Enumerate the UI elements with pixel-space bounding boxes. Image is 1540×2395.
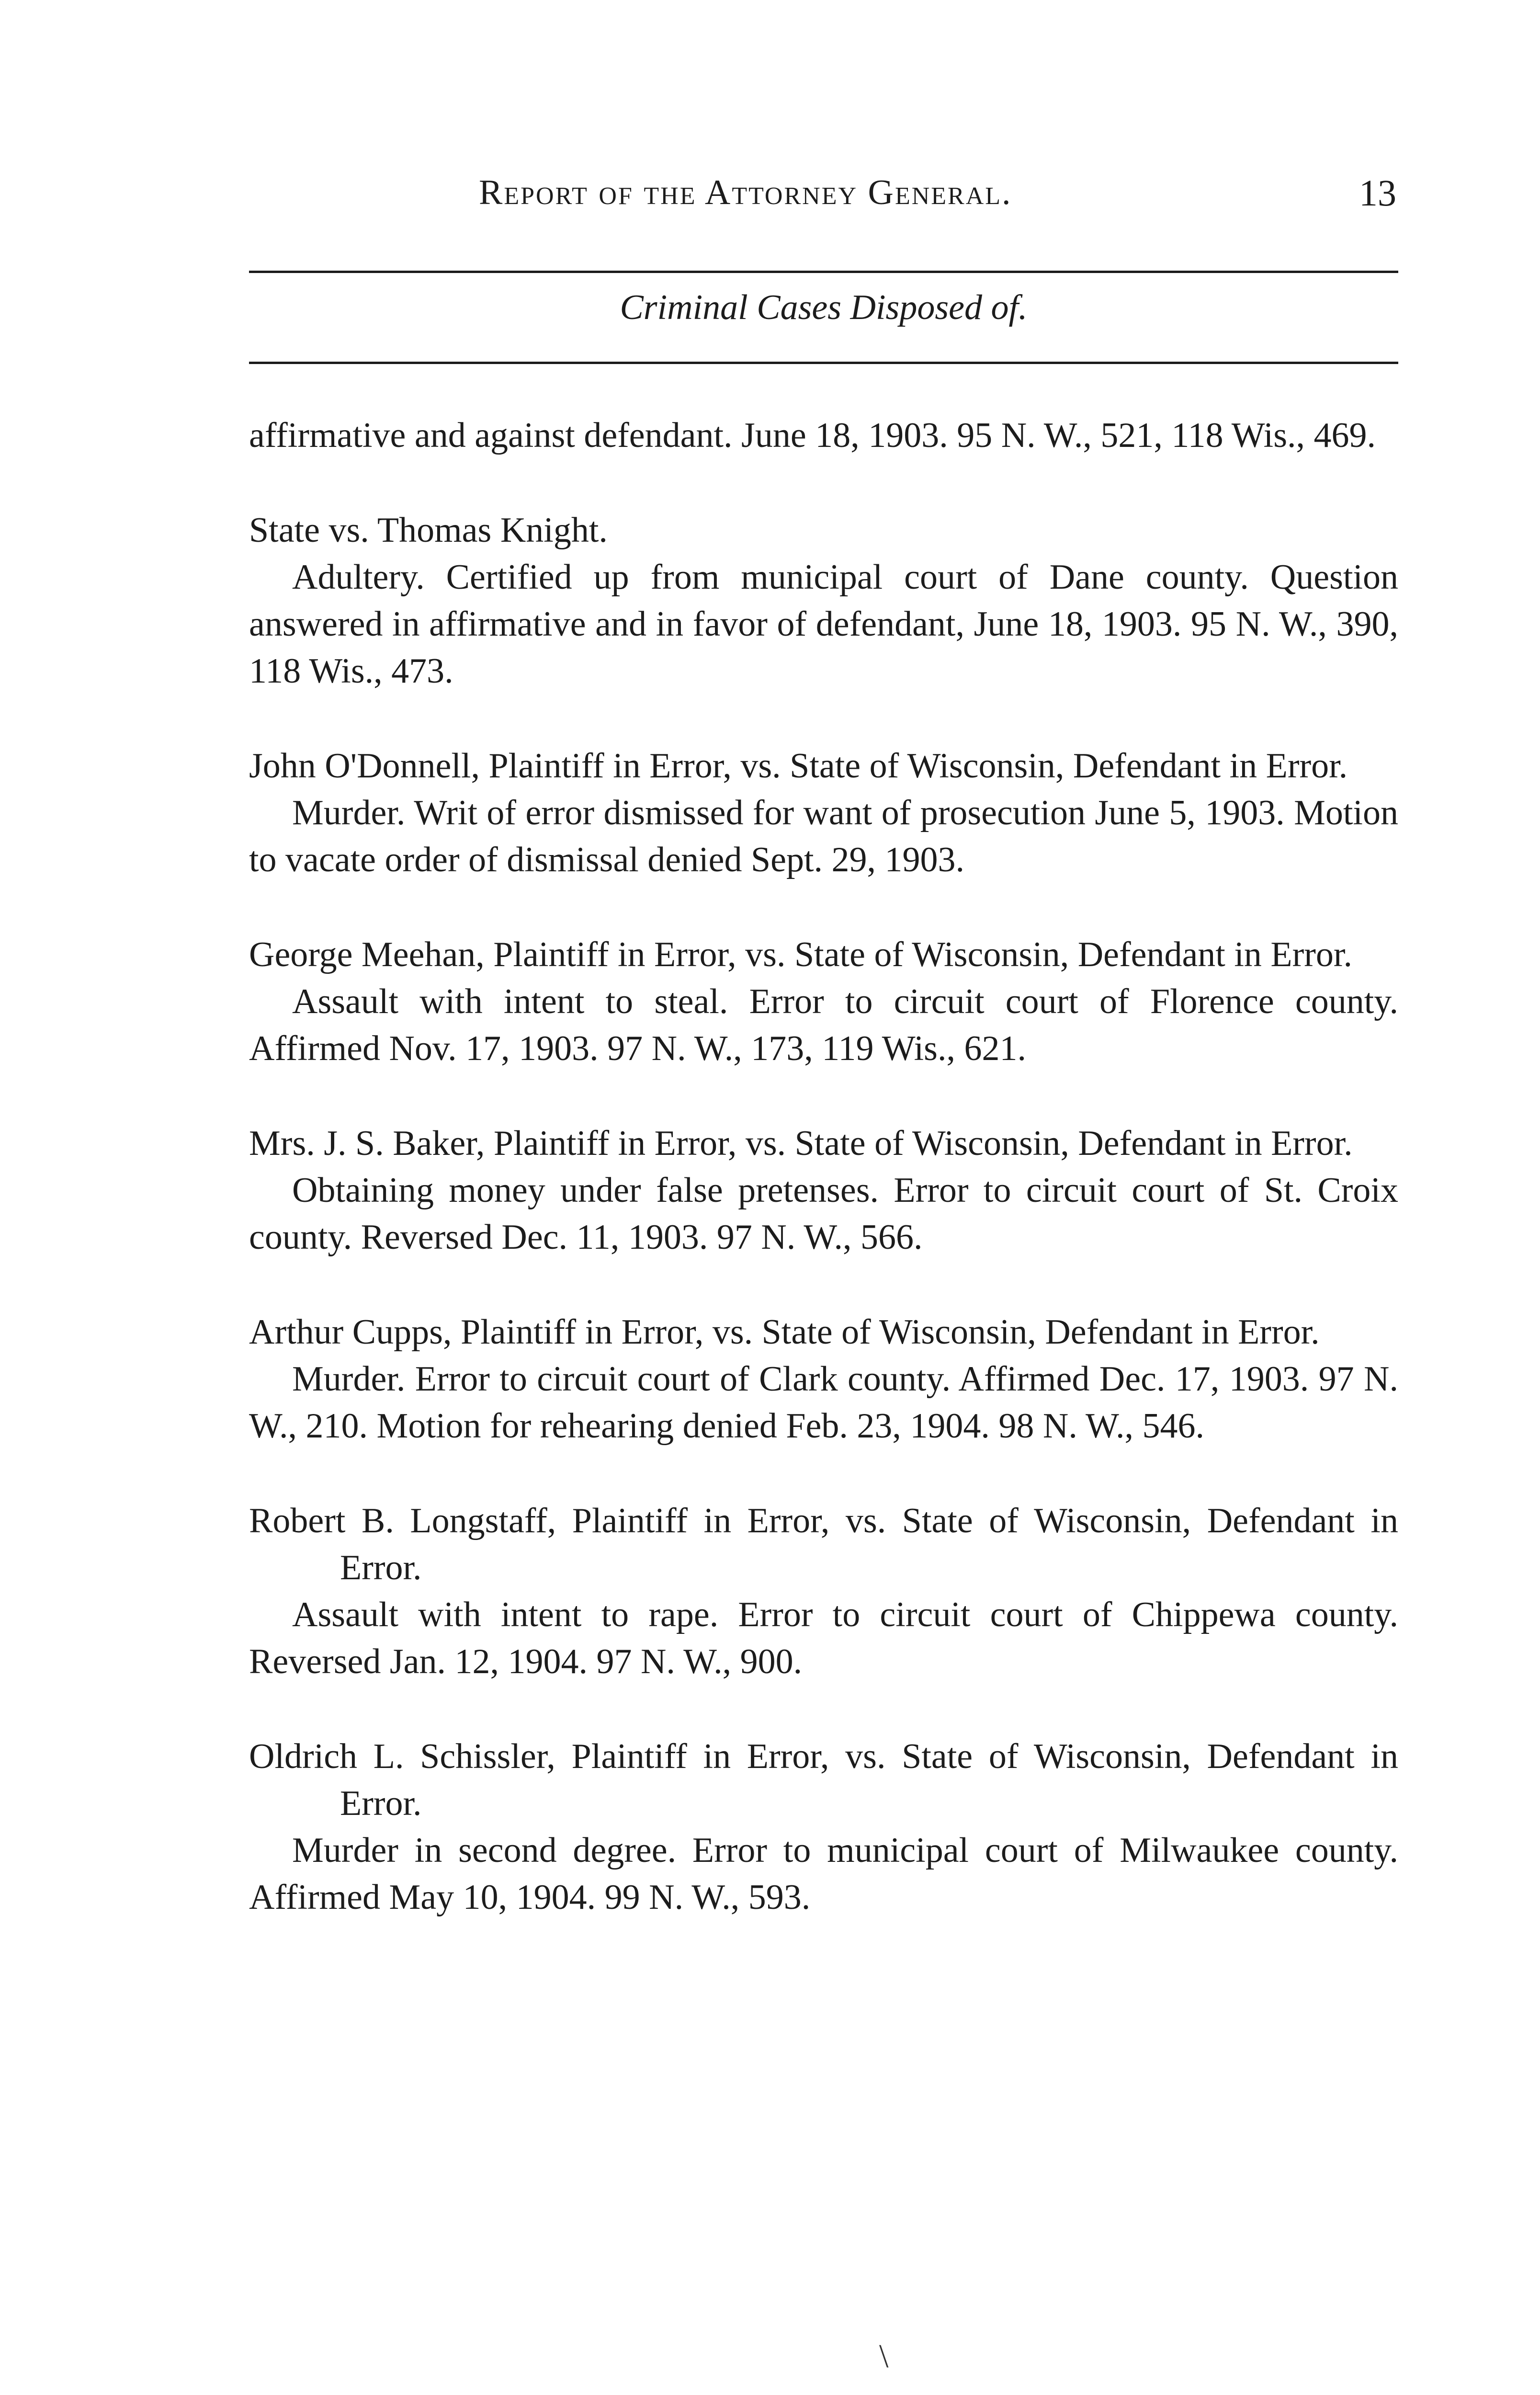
page-content <box>249 412 1398 1921</box>
case-title: Mrs. J. S. Baker, Plaintiff in Error, vs. State of Wisconsin, Defendant in Error. <box>249 1124 1353 1163</box>
page-number: 13 <box>1359 172 1396 214</box>
case-disposition: Murder. Writ of error dismissed for want of prosecution June 5, 1903. Motion to vacate order of dismissal denied Sept. 29, 1903. <box>249 793 1398 879</box>
case-disposition: Adultery. Certified up from municipal court of Dane county. Question answered in affirmative and in favor of defendant, June 18, 1903. 95 N. W., 390, 118 Wis., 473. <box>249 558 1398 691</box>
case-title: George Meehan, Plaintiff in Error, vs. State of Wisconsin, Defendant in Error. <box>249 935 1352 974</box>
case-entry <box>249 931 1398 1072</box>
case-disposition: Murder in second degree. Error to municipal court of Milwaukee county. Affirmed May 10, 1904. 99 N. W., 593. <box>249 1831 1398 1917</box>
case-entry <box>249 1497 1398 1685</box>
case-disposition: Obtaining money under false pretenses. Error to circuit court of St. Croix county. Reversed Dec. 11, 1903. 97 N. W., 566. <box>249 1171 1398 1257</box>
printer-mark: \ <box>879 2338 889 2375</box>
case-disposition: Murder. Error to circuit court of Clark county. Affirmed Dec. 17, 1903. 97 N. W., 210. Motion for rehearing denied Feb. 23, 1904. 98 N. W., 546. <box>249 1359 1398 1446</box>
continuation-paragraph: affirmative and against defendant. June 18, 1903. 95 N. W., 521, 118 Wis., 469. <box>249 416 1376 455</box>
case-disposition: Assault with intent to rape. Error to circuit court of Chippewa county. Reversed Jan. 12, 1904. 97 N. W., 900. <box>249 1595 1398 1681</box>
case-entry <box>249 507 1398 695</box>
header-rule-top <box>249 271 1398 273</box>
case-title: Oldrich L. Schissler, Plaintiff in Error, vs. State of Wisconsin, Defendant in Error. <box>249 1737 1398 1823</box>
case-entry <box>249 1733 1398 1921</box>
case-title: Arthur Cupps, Plaintiff in Error, vs. State of Wisconsin, Defendant in Error. <box>249 1312 1320 1352</box>
case-entry <box>249 742 1398 883</box>
header-rule-bottom <box>249 362 1398 364</box>
case-title: Robert B. Longstaff, Plaintiff in Error, vs. State of Wisconsin, Defendant in Error. <box>249 1501 1398 1587</box>
section-title: Criminal Cases Disposed of. <box>620 288 1028 327</box>
case-entry <box>249 1309 1398 1449</box>
case-title: State vs. Thomas Knight. <box>249 511 608 550</box>
case-entry <box>249 1120 1398 1261</box>
case-title: John O'Donnell, Plaintiff in Error, vs. State of Wisconsin, Defendant in Error. <box>249 746 1348 786</box>
running-head: Report of the Attorney General. <box>479 173 1012 212</box>
case-disposition: Assault with intent to steal. Error to circuit court of Florence county. Affirmed Nov. 17, 1903. 97 N. W., 173, 119 Wis., 621. <box>249 982 1398 1068</box>
